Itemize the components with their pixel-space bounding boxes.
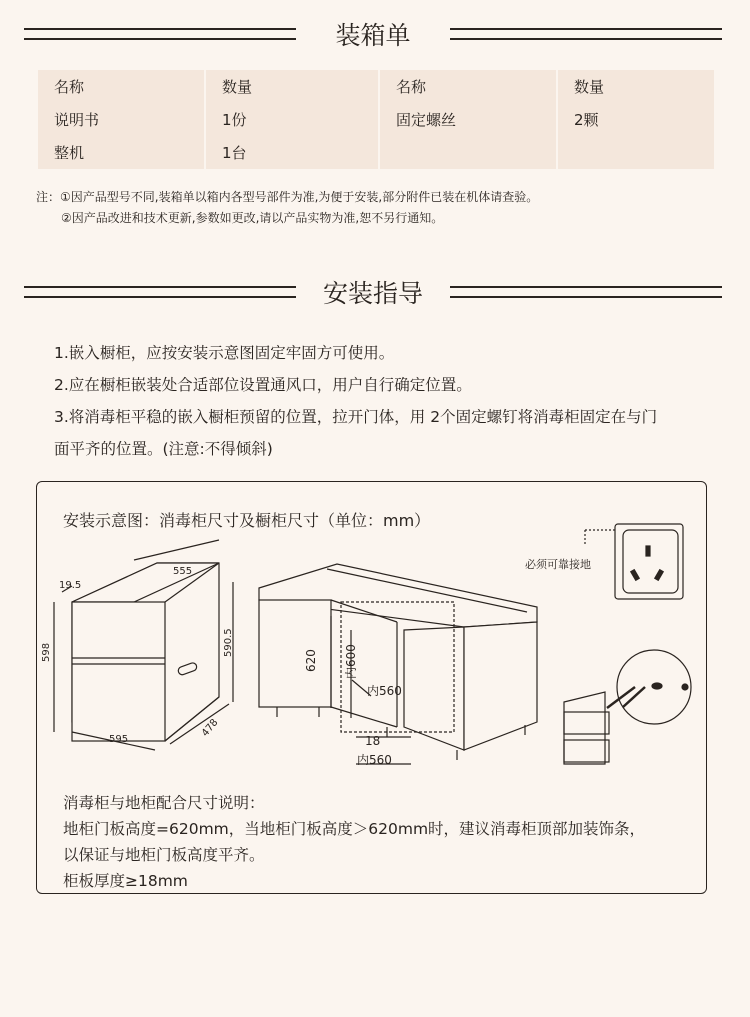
- header-name-1: 名称: [38, 70, 204, 103]
- dim-inner-width: 内560: [357, 753, 392, 767]
- table-header-row: [38, 70, 714, 103]
- install-steps: [54, 337, 714, 465]
- cell-qty: 2颗: [558, 103, 714, 136]
- dim-height-right: 590.5: [223, 628, 234, 657]
- dim-side-depth: 478: [199, 717, 221, 739]
- step-2: 2.应在橱柜嵌装处合适部位设置通风口，用户自行确定位置。: [54, 376, 472, 394]
- cell-item: 说明书: [38, 103, 204, 136]
- header-name-2: 名称: [380, 70, 556, 103]
- packing-list-table: [36, 70, 716, 169]
- install-guide-header: [24, 272, 722, 312]
- fit-line-3: 柜板厚度≥18mm: [63, 872, 188, 890]
- header-qty-1: 数量: [206, 70, 378, 103]
- fit-title: 消毒柜与地柜配合尺寸说明：: [63, 794, 265, 812]
- fit-line-2: 以保证与地柜门板高度平齐。: [63, 846, 265, 864]
- ground-label: 必须可靠接地: [525, 558, 591, 571]
- dim-top-width: 555: [173, 566, 193, 577]
- packing-list-title: 装箱单: [335, 21, 411, 50]
- dim-cabinet-height: 620: [304, 649, 318, 672]
- cell-item: [380, 136, 556, 169]
- ground-socket-drawing: [585, 524, 683, 599]
- packing-notes: [36, 187, 538, 229]
- dim-height-left: 598: [41, 642, 52, 662]
- install-guide-title: 安装指导: [322, 279, 423, 308]
- kitchen-cabinet-drawing: [259, 564, 537, 764]
- note-2: ②因产品改进和技术更新,参数如更改,请以产品实物为准,恕不另行通知。: [61, 211, 444, 225]
- note-1: 注：①因产品型号不同,装箱单以箱内各型号部件为准,为便于安装,部分附件已装在机体请查验。: [36, 190, 539, 204]
- fit-description: [63, 790, 645, 894]
- cell-qty: 1份: [206, 103, 378, 136]
- diagram-title: 安装示意图：消毒柜尺寸及橱柜尺寸（单位：mm）: [63, 511, 431, 530]
- step-3-cont: 面平齐的位置。(注意:不得倾斜): [54, 440, 273, 458]
- cell-item: 整机: [38, 136, 204, 169]
- fit-line-1: 地柜门板高度=620mm，当地柜门板高度＞620mm时，建议消毒柜顶部加装饰条，: [63, 820, 646, 838]
- table-row: [38, 136, 714, 169]
- step-1: 1.嵌入橱柜，应按安装示意图固定牢固方可使用。: [54, 344, 395, 362]
- dim-top-depth: 19.5: [59, 580, 82, 591]
- dim-inner-height: 内600: [344, 644, 358, 679]
- cell-item: 固定螺丝: [380, 103, 556, 136]
- installation-diagram: [37, 482, 706, 782]
- dim-gap: 18: [365, 734, 381, 748]
- screw-fixing-detail-drawing: [564, 650, 691, 764]
- sterilizer-cabinet-drawing: [54, 540, 233, 750]
- table-row: [38, 103, 714, 136]
- cell-qty: 1台: [206, 136, 378, 169]
- dim-front-width: 595: [109, 734, 129, 745]
- header-qty-2: 数量: [558, 70, 714, 103]
- packing-list-header: [24, 14, 722, 54]
- dim-inner-depth: 内560: [367, 684, 402, 698]
- cell-qty: [558, 136, 714, 169]
- installation-diagram-panel: [36, 481, 707, 894]
- step-3: 3.将消毒柜平稳的嵌入橱柜预留的位置，拉开门体，用 2个固定螺钉将消毒柜固定在与门: [54, 408, 658, 426]
